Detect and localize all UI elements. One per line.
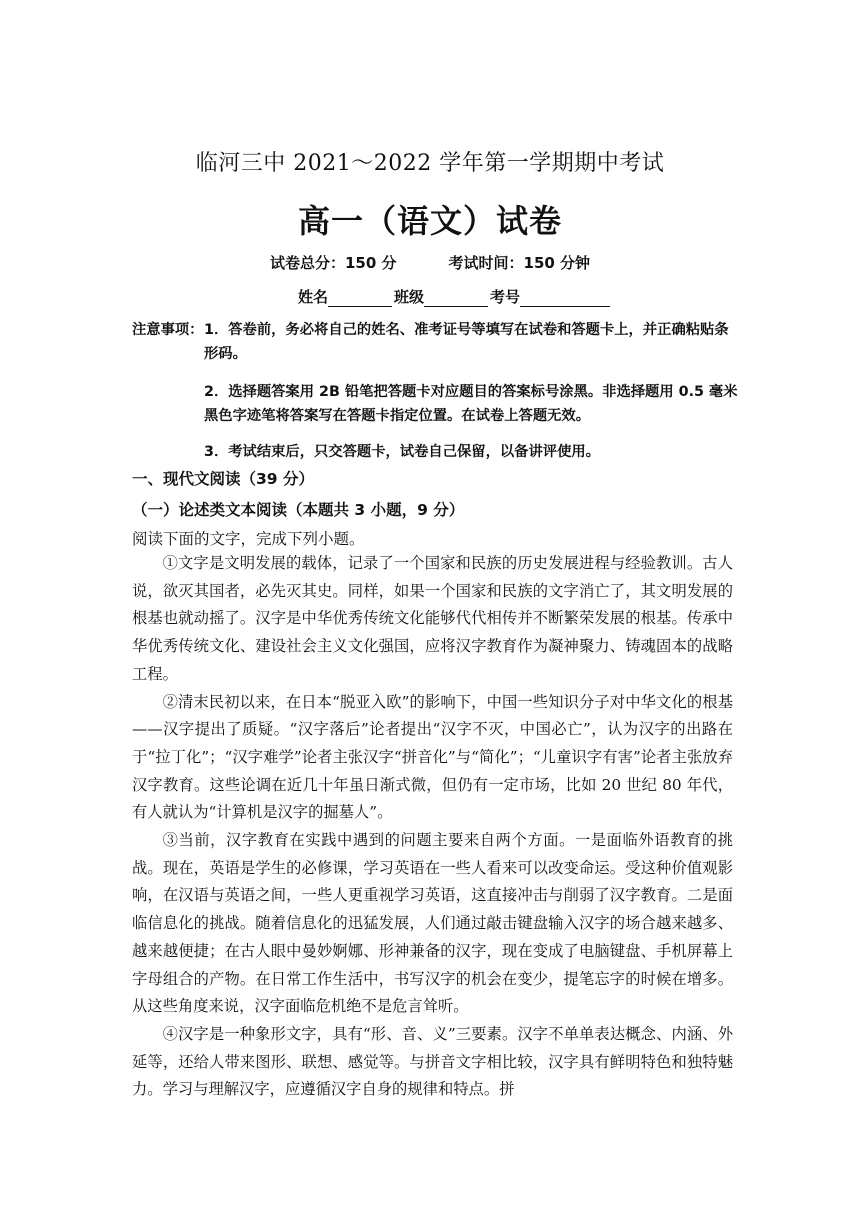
id-label: 考号 [490, 288, 521, 306]
notice-item-2: 2．选择题答案用 2B 铅笔把答题卡对应题目的答案标号涂黑。非选择题用 0.5 毫米黑色字迹笔将答案写在答题卡指定位置。在试卷上答题无效。 [204, 384, 738, 424]
notice-item-3: 3．考试结束后，只交答题卡，试卷自己保留，以备讲评使用。 [204, 444, 600, 460]
paragraph: ③当前，汉字教育在实践中遇到的问题主要来自两个方面。一是面临外语教育的挑战。现在，英语是学生的必修课，学习英语在一些人看来可以改变命运。受这种价值观影响，在汉语与英语之间，一些人更重视学习英语，这直接冲击与削弱了汉字教育。二是面临信息化的挑战。随着信息化的迅猛发展，人们通过敲击键盘输入汉字的场合越来越多、越来越便捷；在古人眼中曼妙婀娜、形神兼备的汉字，现在变成了电脑键盘、手机屏幕上字母组合的产物。在日常工作生活中，书写汉字的机会在变少，提笔忘字的时候在增多。从这些角度来说，汉字面临危机绝不是危言耸听。 [132, 831, 733, 1016]
exam-time: 考试时间：150 分钟 [448, 254, 591, 272]
exam-meta [0, 252, 860, 273]
notice-item-1: 1．答卷前，务必将自己的姓名、准考证号等填写在试卷和答题卡上，并正确粘贴条形码。 [204, 322, 729, 362]
paragraph: ④汉字是一种象形文字，具有“形、音、义”三要素。汉字不单单表达概念、内涵、外延等，还给人带来图形、联想、感觉等。与拼音文字相比较，汉字具有鲜明特色和独特魅力。学习与理解汉字，应遵循汉字自身的规律和特点。拼 [132, 1024, 733, 1099]
name-blank[interactable] [328, 290, 392, 307]
class-blank[interactable] [424, 290, 488, 307]
paper-subtitle: 高一（语文）试卷 [297, 202, 562, 240]
subsection-heading: （一）论述类文本阅读（本题共 3 小题，9 分） [132, 501, 465, 519]
notice-section [132, 318, 738, 464]
reading-passage [132, 550, 733, 1104]
id-blank[interactable] [520, 290, 610, 307]
paragraph: ①文字是文明发展的载体，记录了一个国家和民族的历史发展进程与经验教训。古人说，欲灭其国者，必先灭其史。同样，如果一个国家和民族的文字消亡了，其文明发展的根基也就动摇了。汉字是中华优秀传统文化能够代代相传并不断繁荣发展的根基。传承中华优秀传统文化、建设社会主义文化强国，应将汉字教育作为凝神聚力、铸魂固本的战略工程。 [132, 554, 733, 683]
paragraph: ②清末民初以来，在日本“脱亚入欧”的影响下，中国一些知识分子对中华文化的根基——汉字提出了质疑。“汉字落后”论者提出“汉字不灭，中国必亡”，认为汉字的出路在于“拉丁化”；“汉字难学”论者主张汉字“拼音化”与“简化”；“儿童识字有害”论者主张放弃汉字教育。这些论调在近几十年虽日渐式微，但仍有一定市场，比如 20 世纪 80 年代，有人就认为“计算机是汉字的掘墓人”。 [132, 692, 733, 822]
class-label: 班级 [394, 288, 425, 306]
student-info-fields [298, 286, 612, 307]
section-heading: 一、现代文阅读（39 分） [132, 470, 314, 488]
notice-heading: 注意事项： [132, 322, 204, 338]
exam-title: 临河三中 2021～2022 学年第一学期期中考试 [195, 151, 665, 176]
total-score: 试卷总分：150 分 [269, 254, 397, 272]
name-label: 姓名 [298, 288, 329, 306]
reading-instruction: 阅读下面的文字，完成下列小题。 [132, 530, 365, 548]
